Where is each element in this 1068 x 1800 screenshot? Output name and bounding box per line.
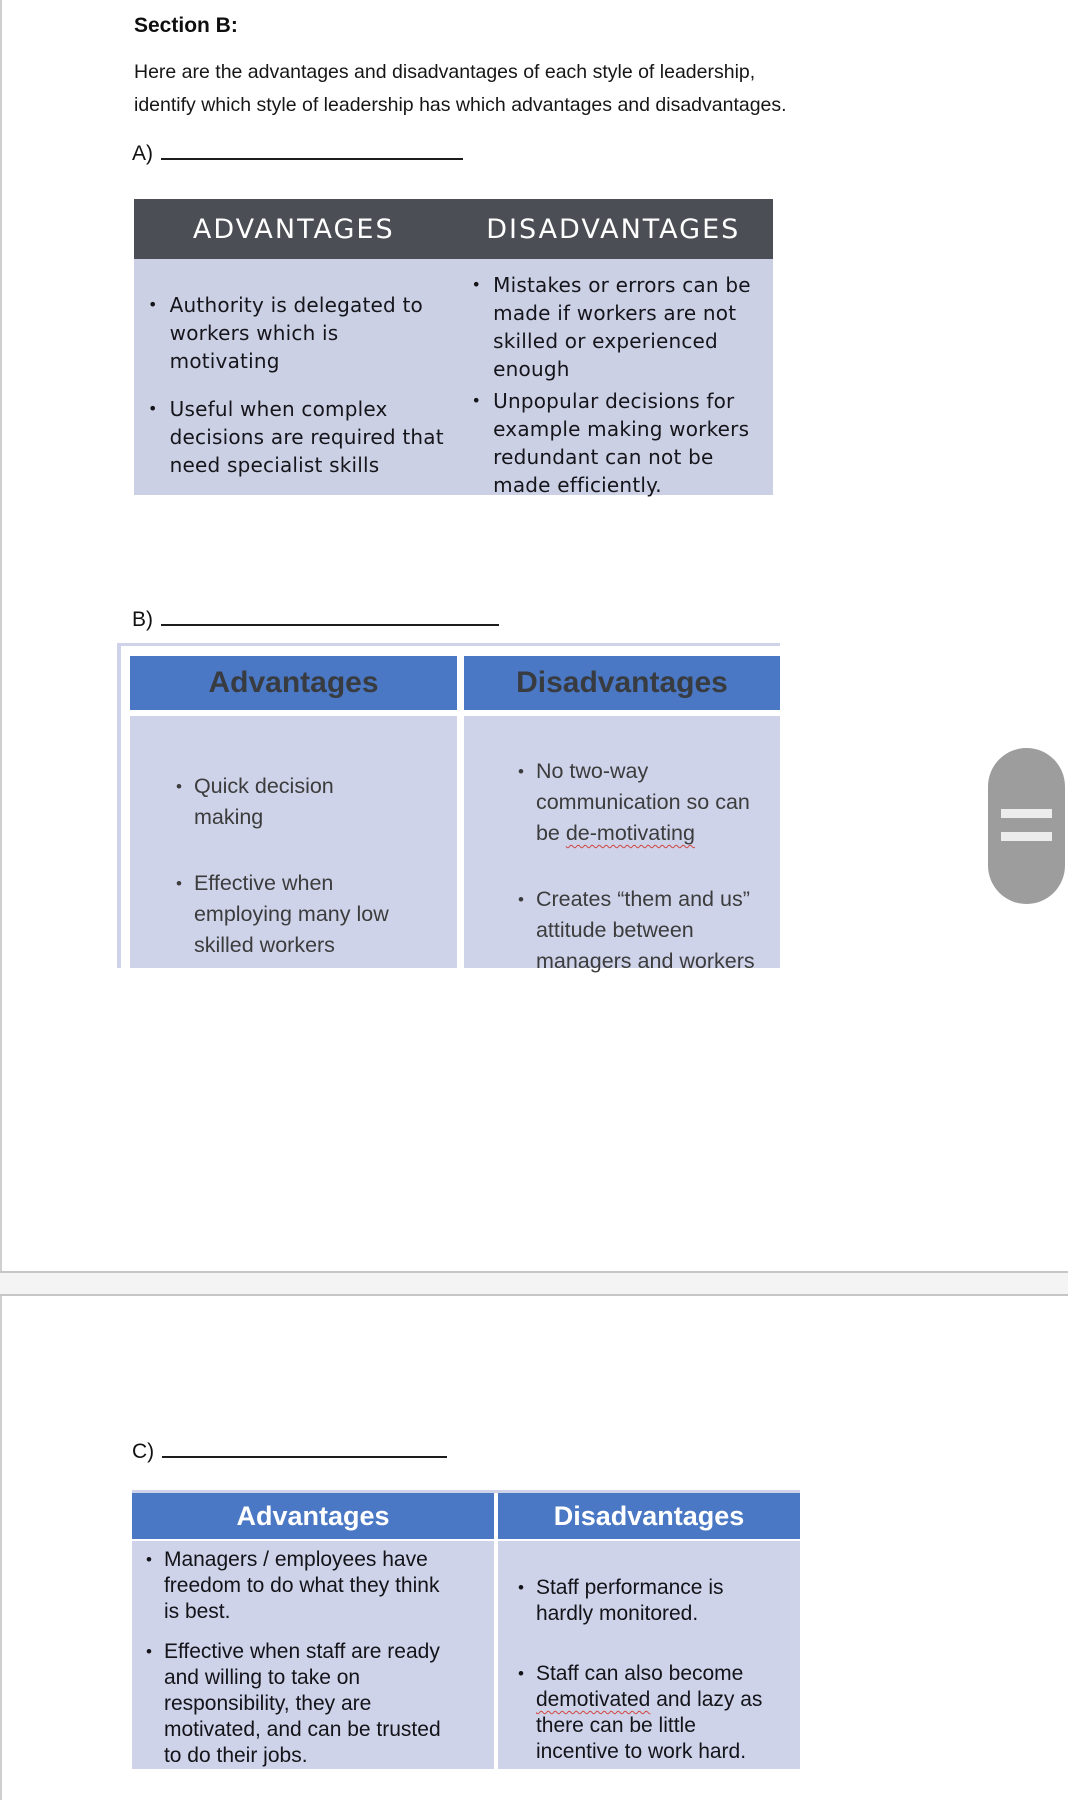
list-item — [146, 1547, 494, 1625]
scrollbar-thumb[interactable] — [988, 748, 1065, 904]
list-item-text-part: Staff can also become — [535, 1662, 744, 1685]
list-item-text-part: and lazy as there can be little incentive to work hard. — [535, 1688, 763, 1763]
grip-lines-icon — [1001, 809, 1052, 818]
table-c-disadvantages-cell — [498, 1541, 800, 1769]
list-item-text-part: Creates “them and us” attitude between managers and workers — [535, 887, 755, 973]
list-item — [472, 271, 774, 383]
table-c-header-disadvantages: Disadvantages — [498, 1493, 800, 1539]
table-a-header-advantages: ADVANTAGES — [192, 213, 395, 245]
list-item-text — [536, 884, 760, 977]
list-item — [518, 756, 780, 849]
question-a-label: A) — [132, 142, 153, 165]
list-item — [518, 1575, 800, 1627]
list-item — [176, 771, 457, 833]
list-item-text — [536, 1575, 782, 1627]
table-c-header-advantages: Advantages — [132, 1493, 494, 1539]
question-b — [132, 604, 499, 632]
table-a — [134, 199, 773, 495]
document-page-2 — [0, 1296, 1068, 1800]
section-title: Section B: — [134, 14, 238, 37]
list-item — [472, 387, 774, 499]
list-item-text — [536, 756, 760, 849]
table-a-header-disadvantages: DISADVANTAGES — [486, 213, 741, 245]
table-b-header-disadvantages: Disadvantages — [464, 656, 780, 710]
list-item — [148, 395, 454, 479]
table-a-header — [134, 199, 773, 259]
answer-blank-c — [162, 1436, 447, 1458]
question-b-label: B) — [132, 608, 153, 631]
intro-paragraph — [134, 56, 894, 122]
table-c-advantages-cell — [132, 1541, 494, 1769]
list-item-text: • Effective when employing many low skilled workers — [193, 871, 389, 957]
table-c — [132, 1490, 800, 1769]
table-b-top-border — [117, 643, 780, 646]
list-item-text: • Managers / employees have freedom to do what they think is best. — [163, 1548, 440, 1623]
list-item-text-part: Staff performance is hardly monitored. — [535, 1576, 724, 1625]
intro-line-2: identify which style of leadership has which advantages and disadvantages. — [134, 94, 787, 116]
spellcheck-flagged-word: demotivated — [535, 1688, 651, 1711]
list-item — [146, 1639, 494, 1769]
list-item-text: • Useful when complex decisions are required that need specialist skills — [169, 397, 444, 477]
list-item-text: • Unpopular decisions for example making workers redundant can not be made efficiently. — [493, 389, 750, 497]
list-item-text: • Effective when staff are ready and willing to take on responsibility, they are motivated, and can be trusted to do their jobs. — [163, 1640, 441, 1767]
answer-blank-b — [161, 604, 499, 626]
list-item — [148, 291, 454, 375]
table-a-body — [134, 259, 773, 495]
list-item — [176, 868, 457, 961]
spellcheck-flagged-word: de-motivating — [565, 821, 695, 845]
table-b — [117, 643, 780, 973]
list-item-text-part: No two-way communication so can be — [535, 759, 750, 845]
answer-blank-a — [161, 138, 463, 160]
list-item-text: • Quick decision making — [193, 774, 334, 829]
table-b-header-advantages: Advantages — [130, 656, 457, 710]
list-item — [518, 884, 780, 977]
list-item-text: • Authority is delegated to workers which is motivating — [169, 293, 423, 373]
question-c — [132, 1436, 447, 1464]
list-item-text — [536, 1661, 782, 1765]
table-a-disadvantages-cell — [454, 259, 774, 495]
question-a — [132, 138, 463, 166]
grip-lines-icon — [1001, 832, 1052, 841]
intro-line-1: Here are the advantages and disadvantages of each style of leadership, — [134, 61, 756, 83]
table-b-advantages-cell — [130, 716, 457, 968]
list-item-text: • Mistakes or errors can be made if workers are not skilled or experienced enough — [493, 273, 751, 381]
list-item — [518, 1661, 800, 1765]
table-a-advantages-cell — [134, 259, 454, 495]
question-c-label: C) — [132, 1440, 155, 1463]
page-gap — [0, 1271, 1068, 1296]
table-b-left-border — [117, 643, 121, 968]
table-b-disadvantages-cell — [464, 716, 780, 973]
